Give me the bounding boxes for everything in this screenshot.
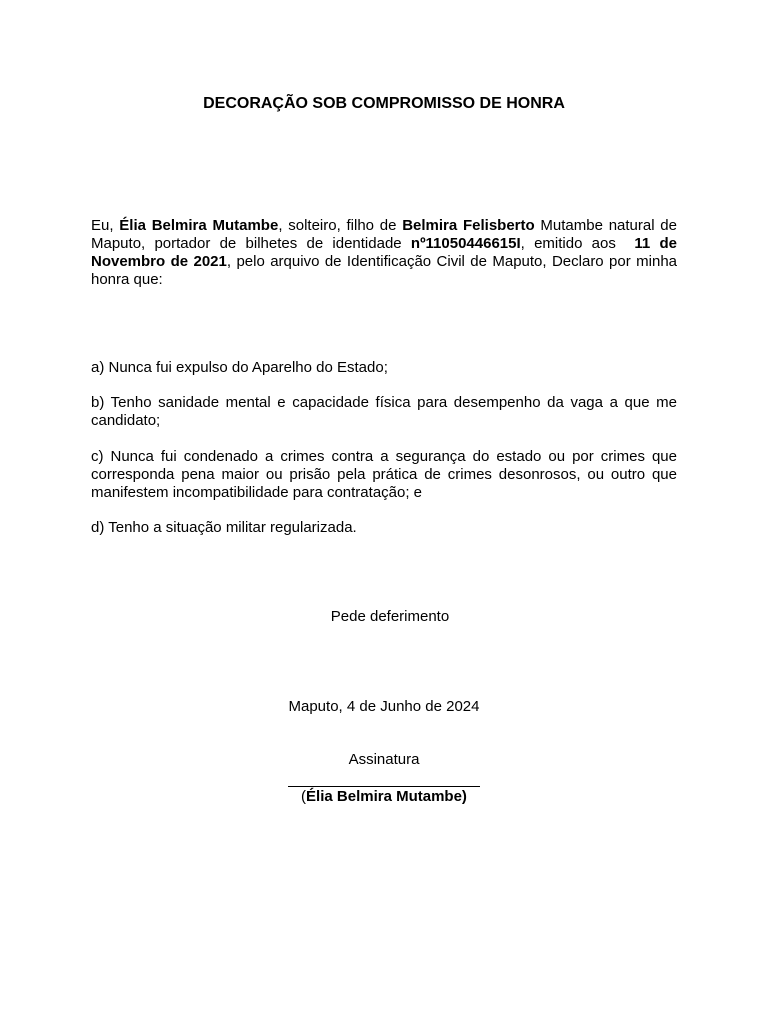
parent-name: Belmira Felisberto: [402, 217, 535, 234]
issue-date: 11 de Novembro de 2021: [91, 235, 678, 270]
request-text: Pede deferimento: [330, 608, 450, 625]
signer-name: [0, 788, 768, 806]
signer-name-text: Élia Belmira Mutambe): [306, 788, 467, 805]
intro-text-4: , emitido aos: [520, 235, 635, 252]
signature-label: Assinatura: [348, 751, 420, 768]
declaration-item-a: a) Nunca fui expulso do Aparelho do Estado;: [91, 359, 388, 376]
signature-line: [288, 786, 480, 787]
declarant-name: Élia Belmira Mutambe: [119, 217, 279, 234]
id-number: nº11050446615I: [410, 235, 521, 252]
intro-paragraph: [91, 217, 677, 289]
intro-text-1: Eu,: [91, 217, 120, 234]
signer-open-paren: (: [301, 788, 307, 805]
intro-text-2: , solteiro, filho de: [278, 217, 403, 234]
document-title: DECORAÇÃO SOB COMPROMISSO DE HONRA: [203, 95, 565, 112]
intro-text-5: , pelo arquivo de Identificação Civil de Maputo, Declaro por minha honra que:: [91, 253, 677, 288]
place-date: Maputo, 4 de Junho de 2024: [288, 698, 480, 715]
declaration-item-b: b) Tenho sanidade mental e capacidade física para desempenho da vaga a que me candidato;: [91, 394, 677, 429]
declaration-item-c: c) Nunca fui condenado a crimes contra a segurança do estado ou por crimes que corresponda pena maior ou prisão pela prática de crimes desonrosos, ou outro que manifestem incompatibilidade para contratação; e: [91, 448, 677, 501]
declaration-item-d: d) Tenho a situação militar regularizada.: [91, 519, 357, 536]
intro-text-3: Mutambe natural de Maputo, portador de bilhetes de identidade: [91, 217, 677, 252]
